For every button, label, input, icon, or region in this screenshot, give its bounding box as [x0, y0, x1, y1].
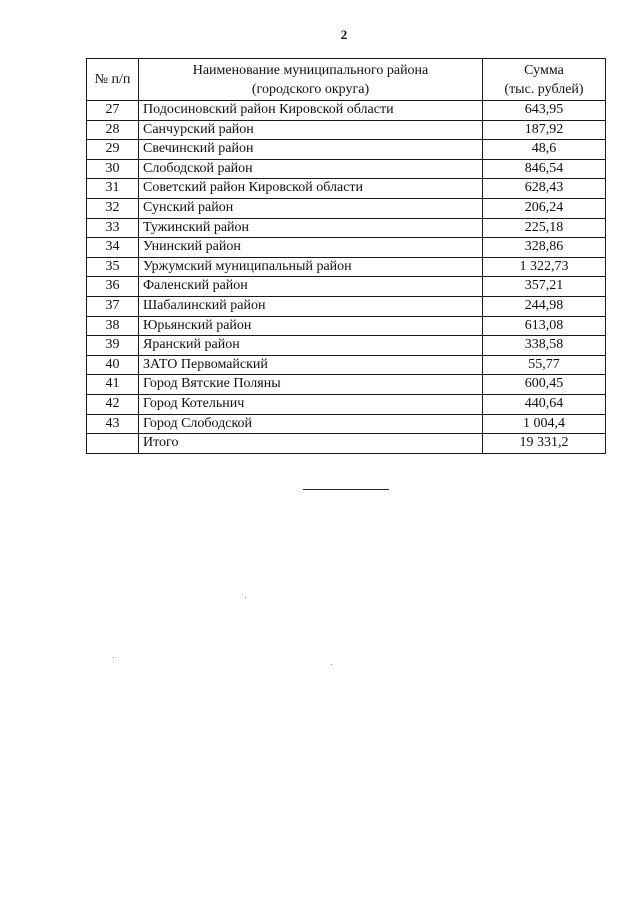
row-name-cell: Уржумский муниципальный район [139, 257, 483, 277]
row-sum-cell: 1 322,73 [483, 257, 606, 277]
row-name-cell: Санчурский район [139, 120, 483, 140]
row-sum-cell: 244,98 [483, 296, 606, 316]
row-name-cell: Город Слободской [139, 414, 483, 434]
table-row [87, 101, 606, 121]
row-name-cell: Подосиновский район Кировской области [139, 101, 483, 121]
row-number-cell: 43 [87, 414, 139, 434]
header-sum [483, 59, 606, 101]
table-row [87, 238, 606, 258]
table-row [87, 336, 606, 356]
table-header-row [87, 59, 606, 101]
table-total-row [87, 434, 606, 454]
table-row [87, 296, 606, 316]
row-sum-cell: 628,43 [483, 179, 606, 199]
row-sum-cell: 187,92 [483, 120, 606, 140]
row-sum-cell: 643,95 [483, 101, 606, 121]
table-row [87, 316, 606, 336]
row-number-cell: 41 [87, 375, 139, 395]
row-number-cell: 29 [87, 140, 139, 160]
row-name-cell: Унинский район [139, 238, 483, 258]
row-sum-cell: 613,08 [483, 316, 606, 336]
table-row [87, 375, 606, 395]
table-row [87, 179, 606, 199]
header-sum-line1: Сумма [524, 62, 564, 78]
header-name [139, 59, 483, 101]
row-number-cell: 40 [87, 355, 139, 375]
row-name-cell: Юрьянский район [139, 316, 483, 336]
header-name-line2: (городского округа) [251, 81, 370, 97]
row-number-cell: 37 [87, 296, 139, 316]
table-row [87, 277, 606, 297]
row-number-cell: 39 [87, 336, 139, 356]
total-number-cell [87, 434, 139, 454]
closing-separator-line [303, 489, 389, 490]
row-number-cell: 34 [87, 238, 139, 258]
row-number-cell: 31 [87, 179, 139, 199]
row-name-cell: Советский район Кировской области [139, 179, 483, 199]
row-sum-cell: 846,54 [483, 159, 606, 179]
row-number-cell: 28 [87, 120, 139, 140]
row-number-cell: 33 [87, 218, 139, 238]
row-sum-cell: 338,58 [483, 336, 606, 356]
row-number-cell: 27 [87, 101, 139, 121]
header-sum-line2: (тыс. рублей) [504, 81, 584, 97]
row-sum-cell: 357,21 [483, 277, 606, 297]
row-name-cell: Шабалинский район [139, 296, 483, 316]
row-name-cell: Город Котельнич [139, 394, 483, 414]
row-name-cell: Слободской район [139, 159, 483, 179]
row-name-cell: Свечинский район [139, 140, 483, 160]
row-name-cell: Яранский район [139, 336, 483, 356]
row-number-cell: 36 [87, 277, 139, 297]
table-body [87, 101, 606, 434]
scan-speck [331, 664, 332, 665]
row-number-cell: 35 [87, 257, 139, 277]
scan-speck [113, 657, 114, 658]
table-row [87, 140, 606, 160]
table-row [87, 120, 606, 140]
row-number-cell: 32 [87, 198, 139, 218]
table-row [87, 414, 606, 434]
budget-distribution-table [86, 58, 606, 454]
total-label-cell: Итого [139, 434, 483, 454]
table-row [87, 218, 606, 238]
total-sum-cell: 19 331,2 [483, 434, 606, 454]
header-name-line1: Наименование муниципального района [192, 62, 429, 78]
row-name-cell: Фаленский район [139, 277, 483, 297]
row-sum-cell: 55,77 [483, 355, 606, 375]
row-number-cell: 42 [87, 394, 139, 414]
row-sum-cell: 440,64 [483, 394, 606, 414]
row-sum-cell: 1 004,4 [483, 414, 606, 434]
row-sum-cell: 600,45 [483, 375, 606, 395]
row-sum-cell: 48,6 [483, 140, 606, 160]
table-row [87, 355, 606, 375]
row-name-cell: Тужинский район [139, 218, 483, 238]
header-number: № п/п [87, 59, 139, 101]
table-row [87, 257, 606, 277]
row-sum-cell: 225,18 [483, 218, 606, 238]
table-row [87, 394, 606, 414]
table-row [87, 198, 606, 218]
row-name-cell: ЗАТО Первомайский [139, 355, 483, 375]
row-number-cell: 30 [87, 159, 139, 179]
scan-speck [245, 597, 246, 598]
row-name-cell: Город Вятские Поляны [139, 375, 483, 395]
row-number-cell: 38 [87, 316, 139, 336]
row-sum-cell: 206,24 [483, 198, 606, 218]
row-name-cell: Сунский район [139, 198, 483, 218]
page-number: 2 [340, 27, 348, 42]
table-row [87, 159, 606, 179]
row-sum-cell: 328,86 [483, 238, 606, 258]
